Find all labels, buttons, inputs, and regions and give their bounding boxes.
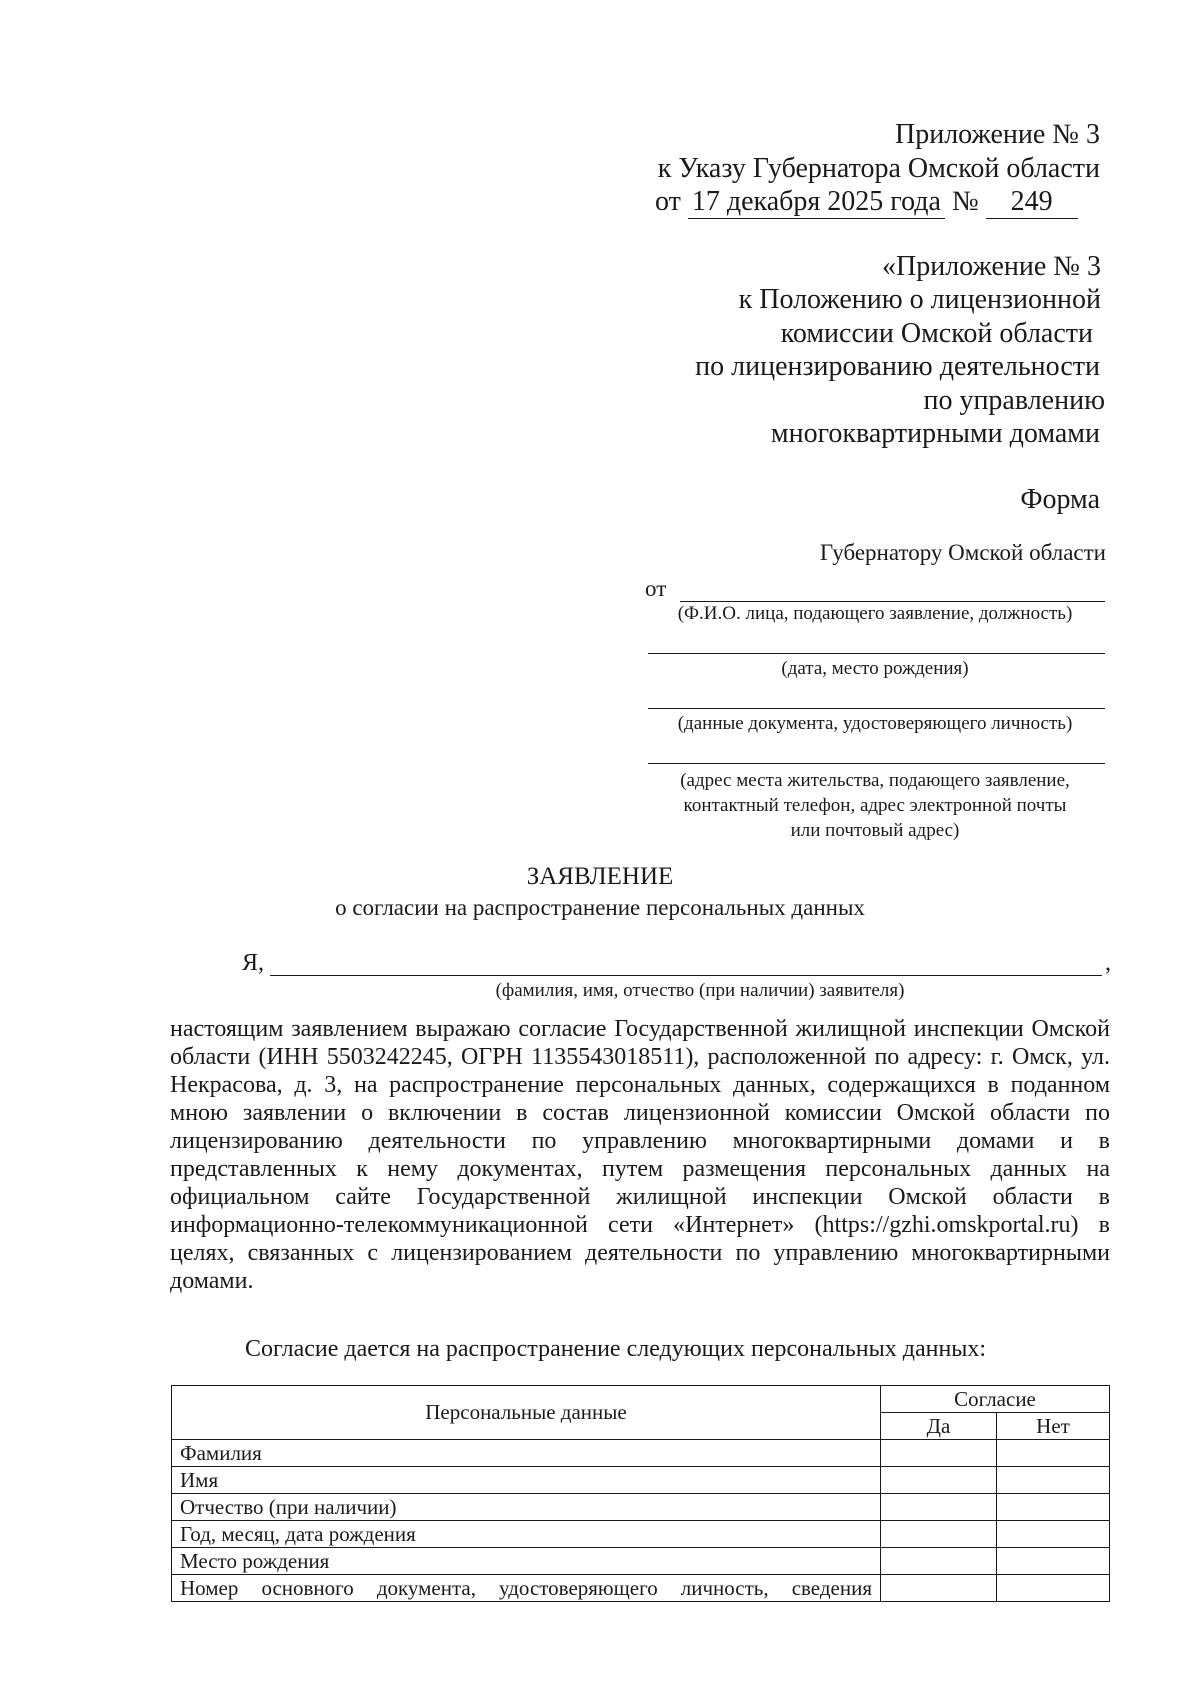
- consent-intro: Согласие дается на распространение следующих персональных данных:: [245, 1336, 987, 1362]
- caption-document: (данные документа, удостоверяющего личность): [677, 713, 1073, 734]
- col-header-consent: Согласие: [881, 1386, 1110, 1413]
- col-header-yes: Да: [881, 1413, 997, 1440]
- sub-appendix-line-4: по лицензированию деятельности: [695, 351, 1100, 382]
- col-header-personal-data: Персональные данные: [172, 1386, 881, 1440]
- row-label-id-document: Номер основного документа, удостоверяющего личность, сведения: [172, 1575, 881, 1602]
- no-cell[interactable]: [997, 1494, 1110, 1521]
- sub-appendix-line-1: «Приложение № 3: [882, 251, 1101, 282]
- birth-field-line[interactable]: [648, 633, 1105, 654]
- no-cell[interactable]: [997, 1467, 1110, 1494]
- row-label-birthplace: Место рождения: [172, 1548, 881, 1575]
- yes-cell[interactable]: [881, 1521, 997, 1548]
- no-cell[interactable]: [997, 1521, 1110, 1548]
- date-value: 17 декабря 2025 года: [688, 185, 945, 219]
- caption-address-2: контактный телефон, адрес электронной почты: [683, 795, 1067, 816]
- addressee-to: Губернатору Омской области: [819, 540, 1106, 565]
- caption-address-3: или почтовый адрес): [790, 820, 960, 841]
- consent-body-text: настоящим заявлением выражаю согласие Государственной жилищной инспекции Омской области (ИНН 5503242245, ОГРН 1135543018511), расположенной по адресу: г. Омск, ул. Некрасова, д. 3, на распространение персональных данных, содержащихся в поданном мною заявлении о включении в состав лицензионной комиссии Омской области по лицензированию деятельности по управлению многоквартирными домами и в представленных к нему документах, путем размещения персональных данных на официальном сайте Государственной жилищной инспекции Омской области в информационно-телекоммуникационной сети «Интернет» (https://gzhi.omskportal.ru) в целях, связанных с лицензированием деятельности по управлению многоквартирными домами.: [170, 1016, 1110, 1294]
- row-label-patronymic: Отчество (при наличии): [172, 1494, 881, 1521]
- table-row: [172, 1521, 1110, 1548]
- no-cell[interactable]: [997, 1440, 1110, 1467]
- table-row: [172, 1467, 1110, 1494]
- caption-birth: (дата, место рождения): [781, 658, 969, 679]
- applicant-caption: (фамилия, имя, отчество (при наличии) заявителя): [495, 980, 905, 1001]
- applicant-name-field-line[interactable]: [270, 950, 1102, 976]
- caption-address-1: (адрес места жительства, подающего заявление,: [680, 770, 1070, 791]
- sub-appendix-line-5: по управлению: [923, 385, 1105, 416]
- personal-data-table: [171, 1385, 1110, 1602]
- no-cell[interactable]: [997, 1575, 1110, 1602]
- yes-cell[interactable]: [881, 1440, 997, 1467]
- yes-cell[interactable]: [881, 1467, 997, 1494]
- decree-date-line: [655, 185, 1078, 219]
- yes-cell[interactable]: [881, 1494, 997, 1521]
- sub-appendix-line-2: к Положению о лицензионной: [738, 284, 1101, 315]
- document-field-line[interactable]: [648, 688, 1105, 709]
- table-header-row: [172, 1386, 1110, 1413]
- table-row: [172, 1440, 1110, 1467]
- table-row: [172, 1494, 1110, 1521]
- table-row: [172, 1548, 1110, 1575]
- address-field-line[interactable]: [648, 743, 1105, 764]
- table-row: [172, 1575, 1110, 1602]
- decree-line: к Указу Губернатора Омской области: [657, 153, 1100, 184]
- sub-appendix-line-6: многоквартирными домами: [770, 418, 1100, 449]
- appendix-title: Приложение № 3: [895, 119, 1100, 150]
- number-sign: №: [951, 186, 979, 217]
- applicant-suffix: ,: [1105, 950, 1111, 976]
- row-label-birthdate: Год, месяц, дата рождения: [172, 1521, 881, 1548]
- col-header-no: Нет: [997, 1413, 1110, 1440]
- row-label-surname: Фамилия: [172, 1440, 881, 1467]
- form-label: Форма: [1020, 484, 1100, 515]
- applicant-prefix: Я,: [242, 950, 265, 976]
- fio-field-line[interactable]: [680, 576, 1105, 602]
- sub-appendix-line-3: комиссии Омской области: [780, 318, 1093, 349]
- row-label-name: Имя: [172, 1467, 881, 1494]
- document-subtitle: о согласии на распространение персональных данных: [335, 895, 865, 920]
- no-cell[interactable]: [997, 1548, 1110, 1575]
- number-value: 249: [986, 185, 1078, 219]
- caption-fio: (Ф.И.О. лица, подающего заявление, должность): [677, 603, 1073, 624]
- yes-cell[interactable]: [881, 1548, 997, 1575]
- from-prefix: от: [645, 576, 667, 601]
- document-title: ЗАЯВЛЕНИЕ: [526, 863, 674, 890]
- yes-cell[interactable]: [881, 1575, 997, 1602]
- date-prefix: от: [655, 186, 681, 217]
